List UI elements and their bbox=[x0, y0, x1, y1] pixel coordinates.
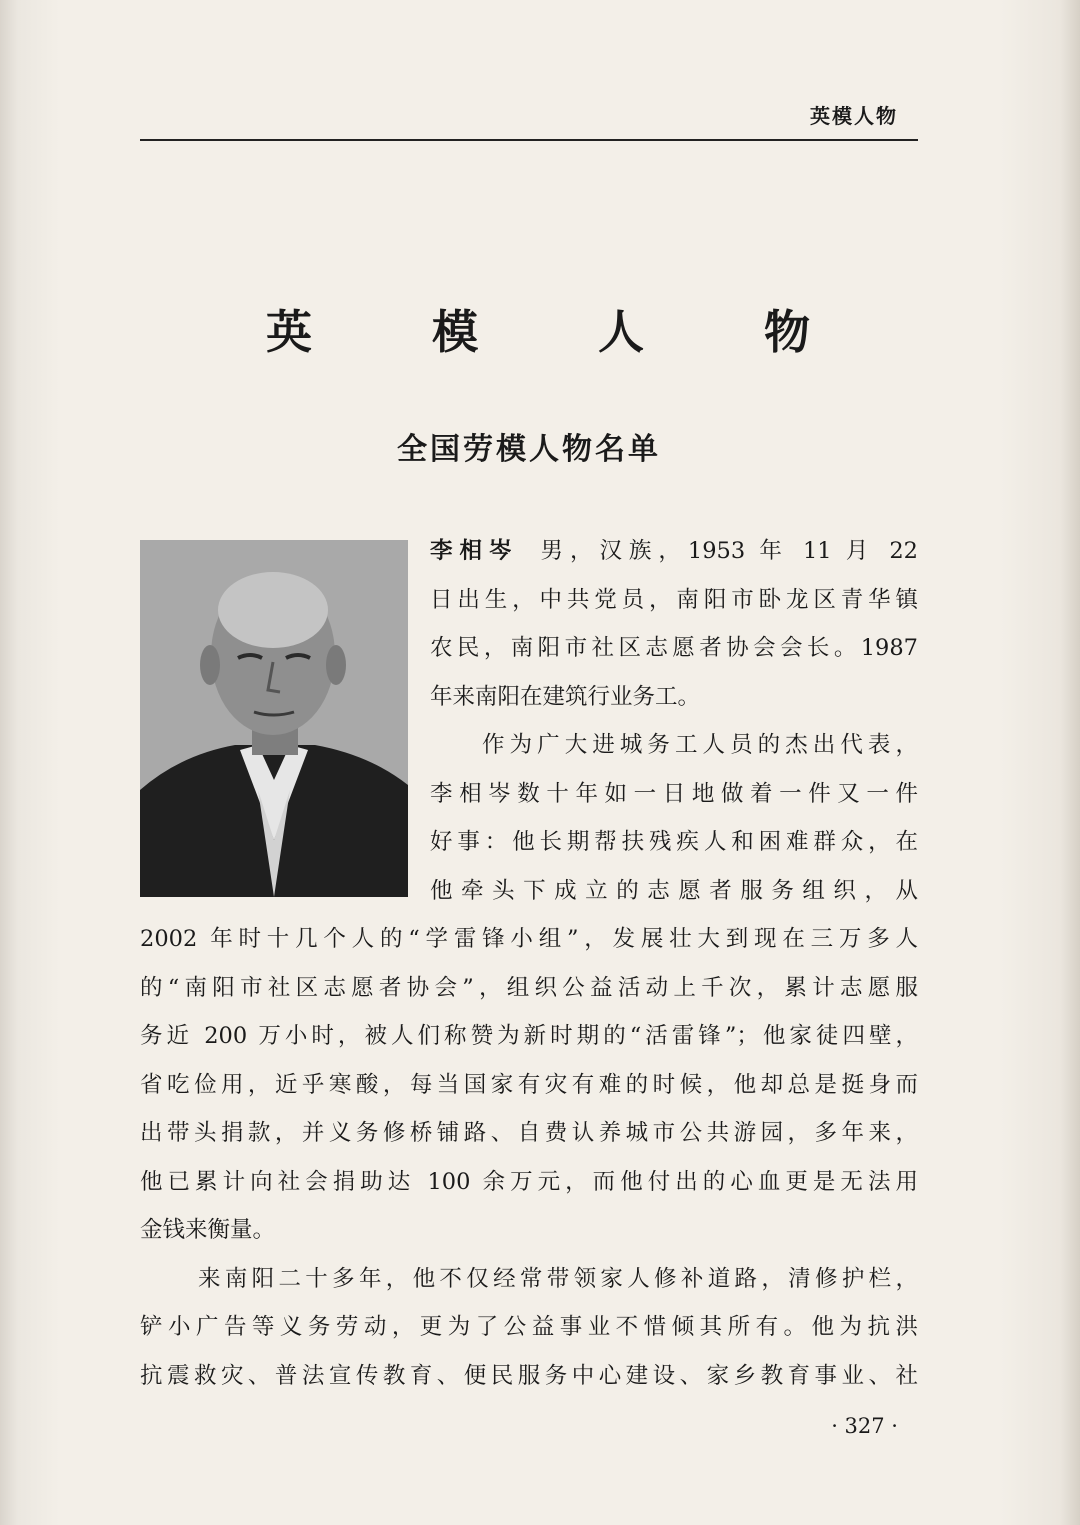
text-line: 李相岑 男，汉族，1953 年 11 月 22 bbox=[430, 538, 918, 564]
text-line: 金钱来衡量。 bbox=[140, 1217, 276, 1243]
chapter-title: 英 模 人 物 bbox=[265, 305, 863, 359]
running-head: 英模人物 bbox=[810, 104, 898, 128]
text-line: 的“南阳市社区志愿者协会”，组织公益活动上千次，累计志愿服 bbox=[140, 974, 918, 1001]
text-line: 抗震救灾、普法宣传教育、便民服务中心建设、家乡教育事业、社 bbox=[140, 1362, 918, 1389]
section-title: 全国劳模人物名单 bbox=[397, 432, 661, 467]
text-line: 务近 200 万小时，被人们称赞为新时期的“活雷锋”；他家徒四壁， bbox=[140, 1023, 918, 1049]
article-body bbox=[140, 527, 918, 1400]
text-line: 2002 年时十几个人的“学雷锋小组”，发展壮大到现在三万多人 bbox=[140, 926, 918, 952]
text-line: 出带头捐款，并义务修桥铺路、自费认养城市公共游园，多年来， bbox=[140, 1120, 918, 1146]
text-line: 铲小广告等义务劳动，更为了公益事业不惜倾其所有。他为抗洪 bbox=[140, 1314, 918, 1340]
text-line: 作为广大进城务工人员的杰出代表， bbox=[482, 732, 918, 758]
person-name: 李相岑 bbox=[430, 538, 519, 564]
text-line: 年来南阳在建筑行业务工。 bbox=[430, 683, 701, 710]
header-rule bbox=[140, 139, 918, 141]
text-line: 省吃俭用，近乎寒酸，每当国家有灾有难的时候，他却总是挺身而 bbox=[140, 1071, 918, 1098]
text-line: 农民，南阳市社区志愿者协会会长。1987 bbox=[430, 635, 918, 661]
text-line: 他已累计向社会捐助达 100 余万元，而他付出的心血更是无法用 bbox=[140, 1168, 918, 1195]
text-line: 好事：他长期帮扶残疾人和困难群众，在 bbox=[430, 829, 918, 855]
page-number: · 327 · bbox=[831, 1414, 898, 1438]
text-line: 李相岑数十年如一日地做着一件又一件 bbox=[430, 780, 918, 807]
text-line: 日出生，中共党员，南阳市卧龙区青华镇 bbox=[430, 586, 918, 613]
text-line: 他牵头下成立的志愿者服务组织，从 bbox=[430, 877, 918, 904]
text-line: 来南阳二十多年，他不仅经常带领家人修补道路，清修护栏， bbox=[198, 1265, 918, 1292]
